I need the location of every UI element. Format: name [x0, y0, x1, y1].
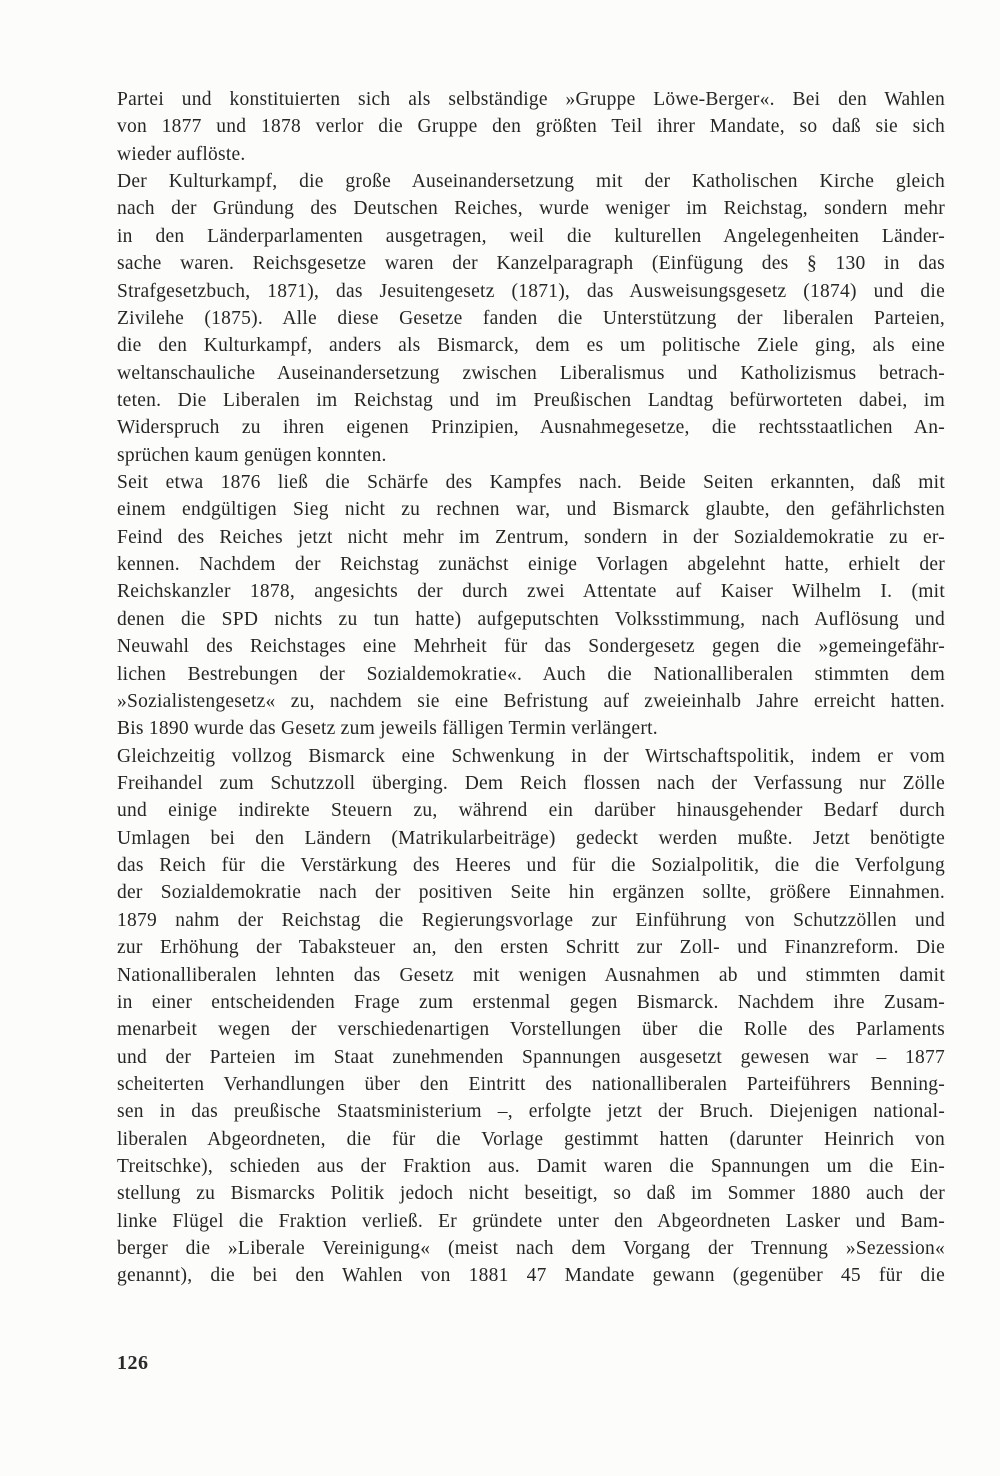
paragraph — [117, 86, 945, 168]
text-line: Neuwahl des Reichstages eine Mehrheit für das Sondergesetz gegen die »gemeingefähr- — [117, 636, 945, 658]
text-line: von 1877 und 1878 verlor die Gruppe den größten Teil ihrer Mandate, so daß sie sich — [117, 116, 945, 138]
text-line: in den Länderparlamenten ausgetragen, weil die kulturellen Angelegenheiten Länder- — [117, 225, 945, 247]
text-line: Reichskanzler 1878, angesichts der durch zwei Attentate auf Kaiser Wilhelm I. (mit — [117, 581, 945, 603]
text-line: und einige indirekte Steuern zu, während ein darüber hinausgehender Bedarf durch — [117, 800, 945, 822]
text-line: sache waren. Reichsgesetze waren der Kanzelparagraph (Einfügung des § 130 in das — [117, 253, 945, 275]
text-line: 1879 nahm der Reichstag die Regierungsvorlage zur Einführung von Schutzzöllen und — [117, 909, 945, 931]
text-line: und der Parteien im Staat zunehmenden Spannungen ausgesetzt gewesen war – 1877 — [117, 1046, 945, 1068]
text-line: Widerspruch zu ihren eigenen Prinzipien, Ausnahmegesetze, die rechtsstaatlichen An- — [117, 417, 945, 439]
text-line: lichen Bestrebungen der Sozialdemokratie«. Auch die Nationalliberalen stimmten dem — [117, 663, 945, 685]
text-line: in einer entscheidenden Frage zum erstenmal gegen Bismarck. Nachdem ihre Zusam- — [117, 991, 945, 1013]
text-line: teten. Die Liberalen im Reichstag und im Preußischen Landtag befürworteten dabei, im — [117, 389, 945, 411]
paragraph — [117, 743, 945, 1290]
text-line: wieder auflöste. — [117, 143, 246, 165]
text-line: menarbeit wegen der verschiedenartigen Vorstellungen über die Rolle des Parlaments — [117, 1019, 945, 1041]
paragraph — [117, 168, 945, 469]
text-line: genannt), die bei den Wahlen von 1881 47 Mandate gewann (gegenüber 45 für die — [117, 1265, 945, 1287]
text-line: die den Kulturkampf, anders als Bismarck, dem es um politische Ziele ging, als eine — [117, 335, 945, 357]
text-line: Zivilehe (1875). Alle diese Gesetze fanden die Unterstützung der liberalen Parteien, — [117, 307, 945, 329]
text-line: Seit etwa 1876 ließ die Schärfe des Kampfes nach. Beide Seiten erkannten, daß mit — [117, 472, 945, 494]
text-line: scheiterten Verhandlungen über den Eintritt des nationalliberalen Parteiführers Benning- — [117, 1073, 945, 1095]
text-line: der Sozialdemokratie nach der positiven Seite hin ergänzen sollte, größere Einnahmen. — [117, 882, 945, 904]
text-line: Gleichzeitig vollzog Bismarck eine Schwenkung in der Wirtschaftspolitik, indem er vom — [117, 745, 945, 767]
text-line: einem endgültigen Sieg nicht zu rechnen war, und Bismarck glaubte, den gefährlichsten — [117, 499, 945, 521]
text-line: stellung zu Bismarcks Politik jedoch nicht beseitigt, so daß im Sommer 1880 auch der — [117, 1183, 945, 1205]
text-line: zur Erhöhung der Tabaksteuer an, den ersten Schritt zur Zoll- und Finanzreform. Die — [117, 937, 945, 959]
text-line: Freihandel zum Schutzzoll überging. Dem Reich flossen nach der Verfassung nur Zölle — [117, 772, 945, 794]
text-line: nach der Gründung des Deutschen Reiches, wurde weniger im Reichstag, sondern mehr — [117, 198, 945, 220]
text-line: Bis 1890 wurde das Gesetz zum jeweils fälligen Termin verlängert. — [117, 718, 658, 740]
text-line: berger die »Liberale Vereinigung« (meist nach dem Vorgang der Trennung »Sezession« — [117, 1238, 945, 1260]
text-line: Strafgesetzbuch, 1871), das Jesuitengesetz (1871), das Ausweisungsgesetz (1874) und die — [117, 280, 945, 302]
text-line: Feind des Reiches jetzt nicht mehr im Zentrum, sondern in der Sozialdemokratie zu er- — [117, 526, 945, 548]
text-line: Der Kulturkampf, die große Auseinandersetzung mit der Katholischen Kirche gleich — [117, 171, 945, 193]
text-line: linke Flügel die Fraktion verließ. Er gründete unter den Abgeordneten Lasker und Bam- — [117, 1210, 945, 1232]
page-number: 126 — [117, 1352, 149, 1374]
text-line: das Reich für die Verstärkung des Heeres und für die Sozialpolitik, die die Verfolgung — [117, 855, 945, 877]
text-line: Treitschke), schieden aus der Fraktion aus. Damit waren die Spannungen um die Ein- — [117, 1156, 945, 1178]
text-line: kennen. Nachdem der Reichstag zunächst einige Vorlagen abgelehnt hatte, erhielt der — [117, 554, 945, 576]
text-line: sprüchen kaum genügen konnten. — [117, 444, 387, 466]
body-text — [117, 86, 945, 1290]
text-line: Umlagen bei den Ländern (Matrikularbeiträge) gedeckt werden mußte. Jetzt benötigte — [117, 827, 945, 849]
text-line: liberalen Abgeordneten, die für die Vorlage gestimmt hatten (darunter Heinrich von — [117, 1128, 945, 1150]
text-line: denen die SPD nichts zu tun hatte) aufgeputschten Volksstimmung, nach Auflösung und — [117, 608, 945, 630]
text-line: Nationalliberalen lehnten das Gesetz mit wenigen Ausnahmen ab und stimmten damit — [117, 964, 945, 986]
text-line: weltanschauliche Auseinandersetzung zwischen Liberalismus und Katholizismus betrach- — [117, 362, 945, 384]
paragraph — [117, 469, 945, 743]
text-line: Partei und konstituierten sich als selbständige »Gruppe Löwe-Berger«. Bei den Wahlen — [117, 89, 945, 110]
text-line: »Sozialistengesetz« zu, nachdem sie eine Befristung auf zweieinhalb Jahre erreicht hatten. — [117, 690, 945, 712]
text-line: sen in das preußische Staatsministerium –, erfolgte jetzt der Bruch. Diejenigen national- — [117, 1101, 945, 1123]
